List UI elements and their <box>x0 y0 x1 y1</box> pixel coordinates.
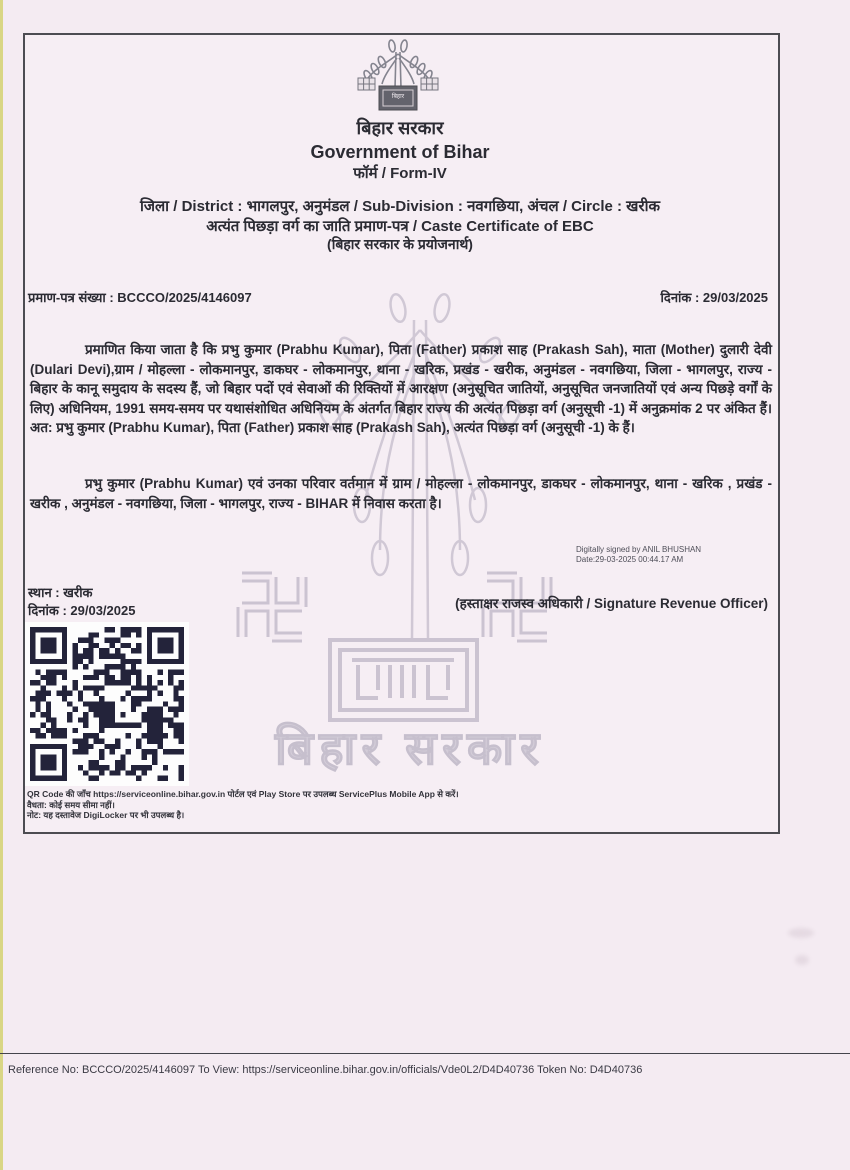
digital-signature-line1: Digitally signed by ANIL BHUSHAN <box>576 545 702 554</box>
scan-edge-artifact <box>0 0 3 1170</box>
qr-note-digilocker: नोट: यह दस्तावेज DigiLocker पर भी उपलब्ध है। <box>27 810 185 820</box>
footer-reference-line: Reference No: BCCCO/2025/4146097 To View: https://serviceonline.bihar.gov.in/officials/Vde0L2/D4D40736 Token No: D4D40736 <box>8 1064 643 1076</box>
revenue-officer-signature-label: (हस्ताक्षर राजस्व अधिकारी / Signature Revenue Officer) <box>455 596 768 611</box>
certificate-date: दिनांक : 29/03/2025 <box>660 290 768 305</box>
title-english: Government of Bihar <box>310 142 490 162</box>
qr-note-check: QR Code की जाँच https://serviceonline.bihar.gov.in पोर्टल एवं Play Store पर उपलब्ध ServicePlus Mobile App से करें। <box>27 789 459 799</box>
scan-smudge <box>788 928 814 938</box>
bihar-government-emblem-icon <box>342 36 454 114</box>
title-hindi: बिहार सरकार <box>356 118 444 138</box>
certificate-title: अत्यंत पिछड़ा वर्ग का जाति प्रमाण-पत्र / Caste Certificate of EBC <box>206 218 594 235</box>
certificate-body-paragraph-2: प्रभु कुमार (Prabhu Kumar) एवं उनका परिवार वर्तमान में ग्राम / मोहल्ला - लोकमानपुर, डाकघर - लोकमानपुर, थाना - खरिक , प्रखंड - खरीक , अनुमंडल - नवगछिया, जिला - भागलपुर, राज्य - BIHAR में निवास करता है। <box>30 476 772 511</box>
digital-signature-line2: Date:29-03-2025 00:44.17 AM <box>576 555 684 564</box>
certificate-body-paragraph-1: प्रमाणित किया जाता है कि प्रभु कुमार (Prabhu Kumar), पिता (Father) प्रकाश साह (Prakash Sah), माता (Mother) दुलारी देवी (Dulari Devi),ग्राम / मोहल्ला - लोकमानपुर, डाकघर - लोकमानपुर, थाना - खरिक, प्रखंड - खरीक, अनुमंडल - नवगछिया, जिला - भागलपुर, राज्य - बिहार के कानू समुदाय के सदस्य हैं, जो बिहार पदों एवं सेवाओं की रिक्तियों में आरक्षण (अनुसूचित जातियों, अनुसूचित जनजातियों एवं अन्य पिछड़े वर्गों के लिए) अधिनियम, 1991 समय-समय पर यथासंशोधित अधिनियम के अंतर्गत बिहार राज्य की अत्यंत पिछड़ा वर्ग (अनुसूची -1) में अनुक्रमांक 2 पर अंकित हैं। अत: प्रभु कुमार (Prabhu Kumar), पिता (Father) प्रकाश साह (Prakash Sah), अत्यंत पिछड़ा वर्ग (अनुसूची -1) के हैं। <box>30 342 772 435</box>
emblem-pedestal-label: बिहार <box>391 94 405 100</box>
signature-date-label: दिनांक : 29/03/2025 <box>28 603 136 618</box>
title-block <box>25 116 775 184</box>
district-subdivision-circle-line: जिला / District : भागलपुर, अनुमंडल / Sub-Division : नवगछिया, अंचल / Circle : खरीक <box>140 198 660 215</box>
form-number: फॉर्म / Form-IV <box>353 165 447 182</box>
qr-note-validity: वैधता: कोई समय सीमा नहीं। <box>27 799 115 810</box>
purpose-line: (बिहार सरकार के प्रयोजनार्थ) <box>327 236 473 252</box>
scan-smudge <box>795 955 809 965</box>
footer-divider <box>0 1053 850 1054</box>
place-label: स्थान : खरीक <box>28 585 93 600</box>
qr-notes <box>27 789 647 821</box>
watermark-text: बिहार सरकार <box>274 722 546 774</box>
digital-signature-stamp <box>576 545 701 565</box>
certificate-number: प्रमाण-पत्र संख्या : BCCCO/2025/4146097 <box>28 290 252 305</box>
qr-code <box>25 622 189 786</box>
